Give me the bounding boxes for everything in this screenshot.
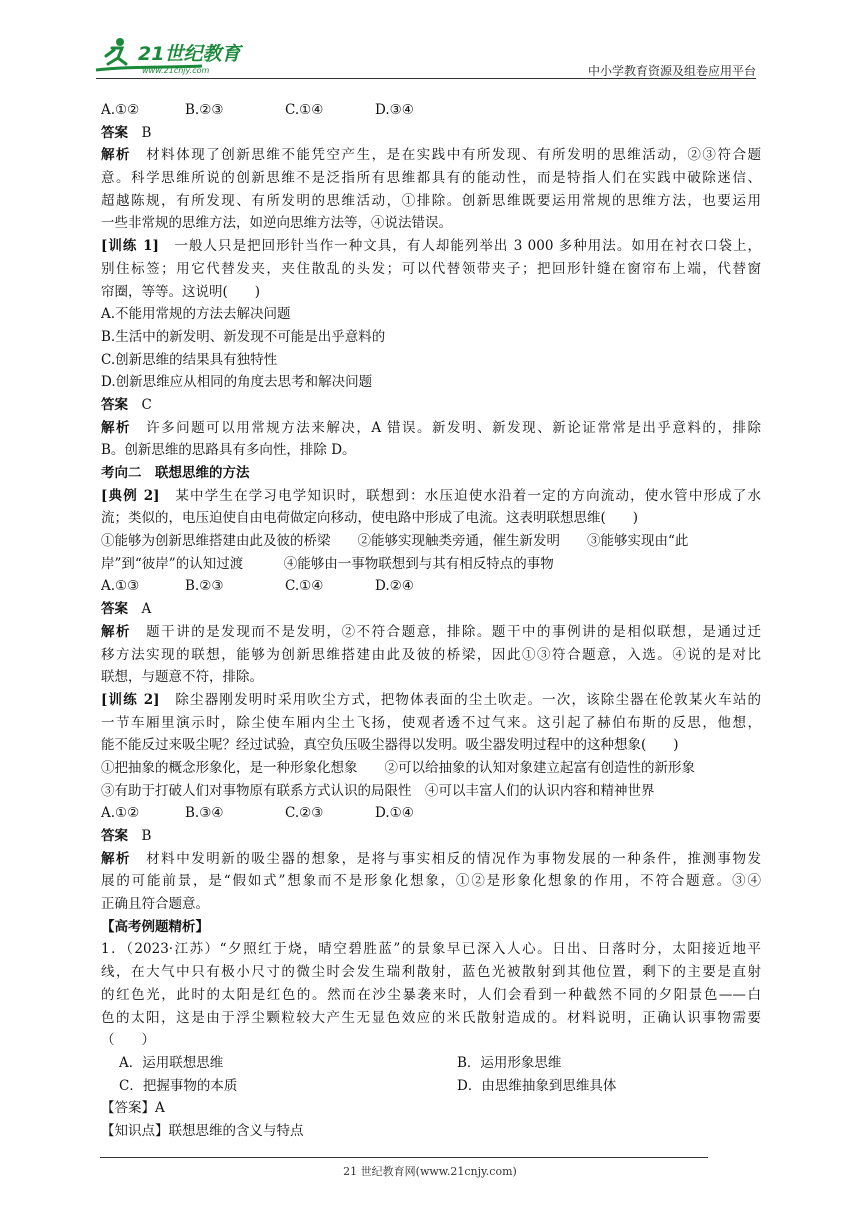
text-line: 的红色光，此时的太阳是红色的。然而在沙尘暴袭来时，人们会看到一种截然不同的夕阳景色——白 <box>101 986 761 1003</box>
text-line: 一些非常规的思维方法，如逆向思维方法等，④说法错误。 <box>101 215 452 232</box>
text-line: 能不能反过来吸尘呢？经过试验，真空负压吸尘器得以发明。吸尘器发明过程中的这种想象( ) <box>101 737 679 754</box>
option-c: C.②③ <box>285 805 324 822</box>
option-c: C.①④ <box>285 102 324 118</box>
page-footer: 21 世纪教育网(www.21cnjy.com) <box>343 1165 517 1178</box>
statement-line: 岸”到“彼岸”的认知过渡 ④能够由一事物联想到与其有相反特点的事物 <box>101 555 554 572</box>
option-a: A.①② <box>101 102 140 118</box>
option-c: C.①④ <box>285 578 324 595</box>
answer-line: 答案 A <box>101 601 152 618</box>
text-line: 流；类似的，电压迫使自由电荷做定向移动，使电路中形成了电流。这表明联想思维( ) <box>101 510 639 527</box>
analysis-line: 解析 题干讲的是发现而不是发明，②不符合题意，排除。题干中的事例讲的是相似联想，是通过迁 <box>101 623 761 640</box>
section-heading: 【高考例题精析】 <box>101 918 209 935</box>
choice-a: A．运用联想思维 <box>119 1054 224 1071</box>
statement-line: ①能够为创新思维搭建由此及彼的桥梁 ②能够实现触类旁通，催生新发明 ③能够实现由“此 <box>101 533 689 550</box>
option-line: B.生活中的新发明、新发现不可能是出乎意料的 <box>101 328 386 345</box>
option-a: A.①② <box>101 805 140 822</box>
exercise-line: [训练 2] 除尘器刚发明时采用吹尘方式，把物体表面的尘土吹走。一次，该除尘器在伦敦某火车站的 <box>101 691 761 708</box>
text-line: 色的太阳，这是由于浮尘颗粒较大产生无显色效应的米氏散射造成的。材料说明，正确认识事物需要 <box>101 1009 761 1026</box>
choice-d: D．由思维抽象到思维具体 <box>457 1077 617 1094</box>
option-d: D.②④ <box>375 578 414 595</box>
analysis-line: 解析 许多问题可以用常规方法来解决，A 错误。新发明、新发现、新论证常常是出乎意料的，排除 <box>101 419 761 436</box>
option-a: A.①③ <box>101 578 140 595</box>
option-b: B.③④ <box>185 805 224 822</box>
text-line: B。创新思维的思路具有多向性，排除 D。 <box>101 442 356 459</box>
svg-text:www.21cnjy.com: www.21cnjy.com <box>142 66 210 75</box>
example-line: [典例 2] 某中学生在学习电学知识时，联想到：水压迫使水沿着一定的方向流动，使水管中形成了水 <box>101 487 761 504</box>
option-d: D.③④ <box>375 102 414 118</box>
text-line: 一节车厢里演示时，除尘使车厢内尘土飞扬，使观者透不过气来。这引起了赫伯布斯的反思，他想， <box>101 714 761 731</box>
analysis-line: 解析 材料体现了创新思维不能凭空产生，是在实践中有所发现、有所发明的思维活动，②③符合题 <box>101 147 761 164</box>
text-line: 展的可能前景，是“假如式”想象而不是形象化想象，①②是形象化想象的作用，不符合题意。③④ <box>101 873 761 890</box>
text-line: 别住标签；用它代替发夹，夹住散乱的头发；可以代替领带夹子；把回形针缝在窗帘布上端，代替窗 <box>101 260 761 277</box>
exercise-line: [训练 1] 一般人只是把回形针当作一种文具，有人却能列举出 3 000 多种用法。如用在衬衣口袋上， <box>101 238 761 255</box>
section-heading: 考向二 联想思维的方法 <box>101 465 250 481</box>
statement-line: ③有助于打破人们对事物原有联系方式认识的局限性 ④可以丰富人们的认识内容和精神世界 <box>101 782 655 799</box>
answer-line: 【答案】A <box>101 1100 165 1117</box>
document-body <box>101 99 761 1143</box>
page-header <box>0 0 860 80</box>
platform-title: 中小学教育资源及组卷应用平台 <box>587 64 756 78</box>
answer-line: 答案 C <box>101 396 152 413</box>
text-line: 正确且符合题意。 <box>101 896 209 913</box>
option-d: D.①④ <box>375 805 414 822</box>
choice-b: B．运用形象思维 <box>457 1054 562 1071</box>
analysis-line: 解析 材料中发明新的吸尘器的想象，是将与事实相反的情况作为事物发展的一种条件，推测事物发 <box>101 850 761 867</box>
choice-row <box>101 1075 761 1098</box>
option-b: B.②③ <box>185 578 224 595</box>
text-line: 线，在大气中只有极小尺寸的微尘时会发生瑞利散射，蓝色光被散射到其他位置，剩下的主要是直射 <box>101 964 761 981</box>
options-row <box>101 802 761 825</box>
option-b: B.②③ <box>185 102 224 118</box>
svg-text:21世纪教育: 21世纪教育 <box>138 43 241 65</box>
footer-rule <box>100 1157 708 1158</box>
text-line: 帘圈，等等。这说明( ) <box>101 283 261 300</box>
text-line: 移方法实现的联想，能够为创新思维搭建由此及彼的桥梁，因此①③符合题意，入选。④说的是对比 <box>101 646 761 663</box>
text-line: （ ） <box>101 1032 155 1049</box>
text-line: 联想，与题意不符，排除。 <box>101 669 263 686</box>
question-line: 1．（2023·江苏）“夕照红于烧，晴空碧胜蓝”的景象早已深入人心。日出、日落时分，太阳接近地平 <box>101 941 761 958</box>
answer-line: 答案 B <box>101 828 152 844</box>
text-line: 超越陈规，有所发现、有所发明的思维活动，①排除。创新思维既要运用常规的思维方法，也要运用 <box>101 192 761 209</box>
header-rule <box>96 78 756 79</box>
text-line: 意。科学思维所说的创新思维不是泛指所有思维都具有的能动性，而是特指人们在实践中破除迷信、 <box>101 170 761 187</box>
options-row <box>101 575 761 598</box>
site-logo <box>92 36 262 76</box>
choice-row <box>101 1052 761 1075</box>
choice-c: C．把握事物的本质 <box>119 1077 238 1094</box>
option-line: D.创新思维应从相同的角度去思考和解决问题 <box>101 374 373 391</box>
answer-line: 答案 B <box>101 124 152 141</box>
knowledge-point: 【知识点】联想思维的含义与特点 <box>101 1122 304 1139</box>
options-row <box>101 99 761 122</box>
option-line: A.不能用常规的方法去解决问题 <box>101 306 291 323</box>
statement-line: ①把抽象的概念形象化，是一种形象化想象 ②可以给抽象的认知对象建立起富有创造性的新形象 <box>101 759 695 776</box>
option-line: C.创新思维的结果具有独特性 <box>101 351 278 368</box>
